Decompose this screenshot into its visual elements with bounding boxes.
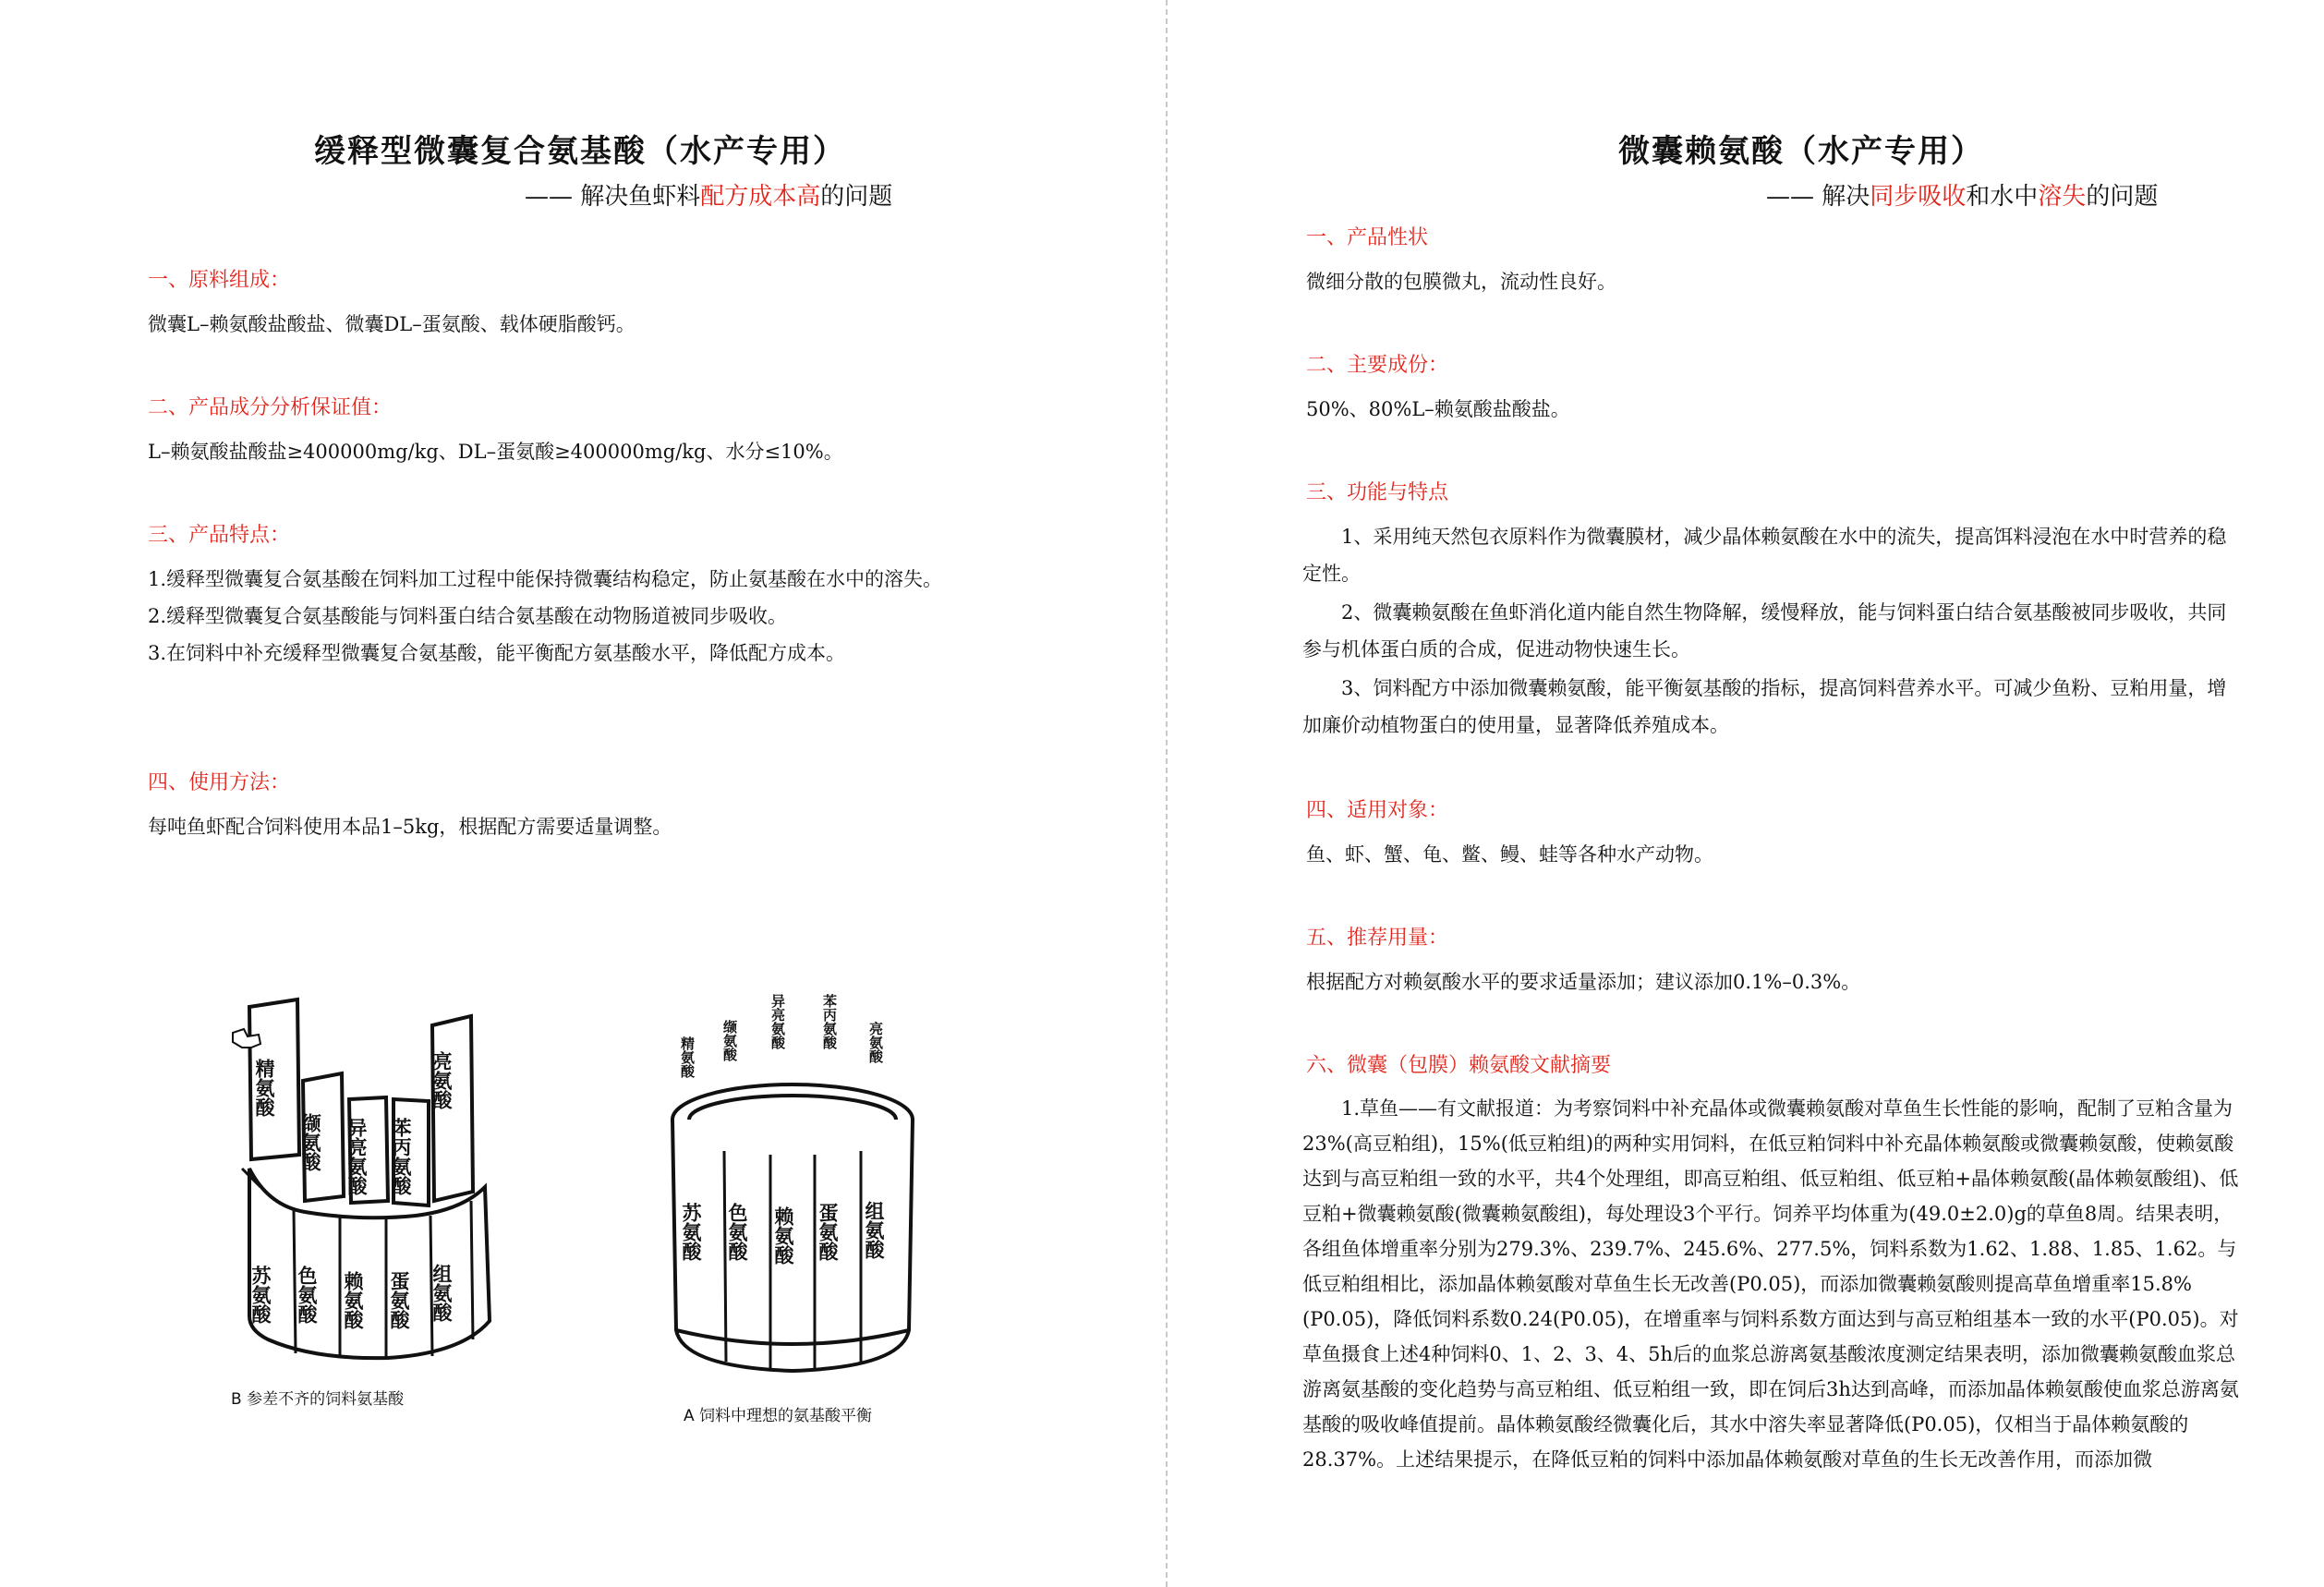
top-label-a-2: 异亮氨酸 — [769, 994, 786, 1049]
figure-a-caption: A 饲料中理想的氨基酸平衡 — [684, 1407, 873, 1425]
right-subtitle-suffix: 的问题 — [2086, 183, 2159, 211]
left-section-1 — [148, 264, 1090, 343]
section-heading: 一、产品性状 — [1306, 226, 1429, 249]
left-section-4 — [148, 767, 1090, 845]
left-title: 缓释型微囊复合氨基酸（水产专用） — [314, 133, 846, 170]
section-heading: 一、原料组成： — [148, 269, 291, 292]
stave-a-label-4: 组氨酸 — [863, 1201, 885, 1259]
right-section-6 — [1302, 1049, 2239, 1477]
left-subtitle-suffix: 的问题 — [820, 183, 893, 211]
figure-a-drawing — [656, 988, 933, 1395]
right-title: 微囊赖氨酸（水产专用） — [1618, 133, 1984, 170]
figure-b-barrel — [231, 988, 563, 1413]
stave-b-label-1: 缬氨酸 — [299, 1113, 321, 1171]
figure-a-barrel — [656, 988, 933, 1432]
stave-b-label-7: 赖氨酸 — [342, 1271, 364, 1329]
section-text: L–赖氨酸盐酸盐≥400000mg/kg、DL–蛋氨酸≥400000mg/kg、水分≤10%。 — [148, 441, 843, 463]
section-text: 每吨鱼虾配合饲料使用本品1–5kg，根据配方需要适量调整。 — [148, 816, 672, 838]
top-label-a-3: 苯丙氨酸 — [821, 994, 838, 1049]
stave-b-label-8: 蛋氨酸 — [388, 1271, 410, 1329]
stave-b-label-9: 组氨酸 — [430, 1264, 453, 1322]
right-subtitle-prefix: —— 解决 — [1766, 183, 1870, 211]
section-heading: 三、产品特点： — [148, 524, 291, 547]
left-subtitle — [525, 177, 892, 212]
top-label-a-1: 缬氨酸 — [721, 1020, 738, 1061]
abstract-paragraph: 1.草鱼——有文献报道：为考察饲料中补充晶体或微囊赖氨酸对草鱼生长性能的影响，配制了豆粕含量为23%(高豆粕组)，15%(低豆粕组)的两种实用饲料，在低豆粕饲料中补充晶体赖氨酸或微囊赖氨酸，使赖氨酸达到与高豆粕组一致的水平，共4个处理组，即高豆粕组、低豆粕组、低豆粕+晶体赖氨酸(晶体赖氨酸组)、低豆粕+微囊赖氨酸(微囊赖氨酸组)，每处理设3个平行。饲养平均体重为(49.0±2.0)g的草鱼8周。结果表明，各组鱼体增重率分别为279.3%、239.7%、245.6%、277.5%，饲料系数为1.62、1.88、1.85、1.62。与低豆粕组相比，添加晶体赖氨酸对草鱼生长无改善(P0.05)，而添加微囊赖氨酸则提高草鱼增重率15.8%(P0.05)，降低饲料系数0.24(P0.05)，在增重率与饲料系数方面达到与高豆粕组基本一致的水平(P0.05)。对草鱼摄食上述4种饲料0、1、2、3、4、5h后的血浆总游离氨基酸浓度测定结果表明，添加微囊赖氨酸血浆总游离氨基酸的变化趋势与高豆粕组、低豆粕组一致，即在饲后3h达到高峰，而添加晶体赖氨酸使血浆总游离氨基酸的吸收峰值提前。晶体赖氨酸经微囊化后，其水中溶失率显著降低(P0.05)，仅相当于晶体赖氨酸的28.37%。上述结果提示，在降低豆粕的饲料中添加晶体赖氨酸对草鱼的生长无改善作用，而添加微 — [1302, 1097, 2239, 1471]
right-subtitle — [1766, 177, 2158, 212]
function-item-3: 3、饲料配方中添加微囊赖氨酸，能平衡氨基酸的指标，提高饲料营养水平。可减少鱼粉、豆粕用量，增加廉价动植物蛋白的使用量，显著降低养殖成本。 — [1302, 677, 2227, 736]
function-item-1: 1、采用纯天然包衣原料作为微囊膜材，减少晶体赖氨酸在水中的流失，提高饵料浸泡在水中时营养的稳定性。 — [1302, 526, 2227, 585]
figure-a-top-labels — [679, 993, 884, 1079]
left-section-2 — [148, 392, 1090, 470]
section-heading: 二、主要成份： — [1306, 354, 1449, 377]
stave-a-label-1: 色氨酸 — [726, 1203, 748, 1261]
stave-b-label-2: 异亮氨酸 — [345, 1118, 368, 1195]
right-subtitle-highlight-1: 同步吸收 — [1870, 183, 1967, 211]
left-section-3 — [148, 519, 1090, 672]
right-section-3 — [1302, 477, 2230, 744]
function-item-2: 2、微囊赖氨酸在鱼虾消化道内能自然生物降解，缓慢释放，能与饲料蛋白结合氨基酸被同步吸收，共同参与机体蛋白质的合成，促进动物快速生长。 — [1302, 601, 2227, 660]
section-heading: 六、微囊（包膜）赖氨酸文献摘要 — [1306, 1054, 1612, 1077]
left-subtitle-prefix: —— 解决鱼虾料 — [525, 183, 701, 211]
stave-b-label-4: 亮氨酸 — [430, 1051, 453, 1109]
section-heading: 二、产品成分分析保证值： — [148, 396, 393, 419]
figure-b-drawing — [231, 988, 563, 1376]
section-text: 鱼、虾、蟹、龟、鳖、鳗、蛙等各种水产动物。 — [1306, 843, 1713, 866]
top-label-a-4: 亮氨酸 — [867, 1022, 884, 1063]
section-text: 50%、80%L–赖氨酸盐酸盐。 — [1306, 398, 1570, 420]
stave-a-label-2: 赖氨酸 — [772, 1206, 794, 1265]
right-section-2 — [1306, 349, 2248, 428]
feature-item-1: 1.缓释型微囊复合氨基酸在饲料加工过程中能保持微囊结构稳定，防止氨基酸在水中的溶失。 — [148, 568, 943, 590]
stave-a-label-3: 蛋氨酸 — [817, 1203, 839, 1261]
section-text: 根据配方对赖氨酸水平的要求适量添加；建议添加0.1%–0.3%。 — [1306, 971, 1861, 993]
stave-a-label-0: 苏氨酸 — [680, 1203, 702, 1261]
right-subtitle-highlight-2: 溶失 — [2038, 183, 2087, 211]
section-text: 微细分散的包膜微丸，流动性良好。 — [1306, 271, 1616, 293]
section-heading: 四、适用对象： — [1306, 799, 1449, 822]
figure-b-caption: B 参差不齐的饲料氨基酸 — [231, 1390, 405, 1409]
right-section-5 — [1306, 922, 2248, 1000]
feature-item-2: 2.缓释型微囊复合氨基酸能与饲料蛋白结合氨基酸在动物肠道被同步吸收。 — [148, 605, 788, 627]
stave-b-label-0: 精氨酸 — [253, 1059, 275, 1117]
page-divider — [1166, 0, 1168, 1587]
left-subtitle-highlight: 配方成本高 — [700, 183, 821, 211]
section-heading: 四、使用方法： — [148, 771, 291, 794]
right-subtitle-mid: 和水中 — [1966, 183, 2039, 211]
stave-b-label-5: 苏氨酸 — [249, 1266, 272, 1324]
right-section-4 — [1306, 794, 2248, 873]
stave-b-label-6: 色氨酸 — [296, 1266, 318, 1324]
right-section-1 — [1306, 222, 2248, 300]
stave-b-label-3: 苯丙氨酸 — [390, 1118, 412, 1195]
section-heading: 三、功能与特点 — [1306, 481, 1449, 504]
feature-item-3: 3.在饲料中补充缓释型微囊复合氨基酸，能平衡配方氨基酸水平，降低配方成本。 — [148, 642, 846, 664]
section-text: 微囊L–赖氨酸盐酸盐、微囊DL–蛋氨酸、载体硬脂酸钙。 — [148, 313, 635, 335]
top-label-a-0: 精氨酸 — [679, 1036, 696, 1078]
section-heading: 五、推荐用量： — [1306, 927, 1449, 950]
